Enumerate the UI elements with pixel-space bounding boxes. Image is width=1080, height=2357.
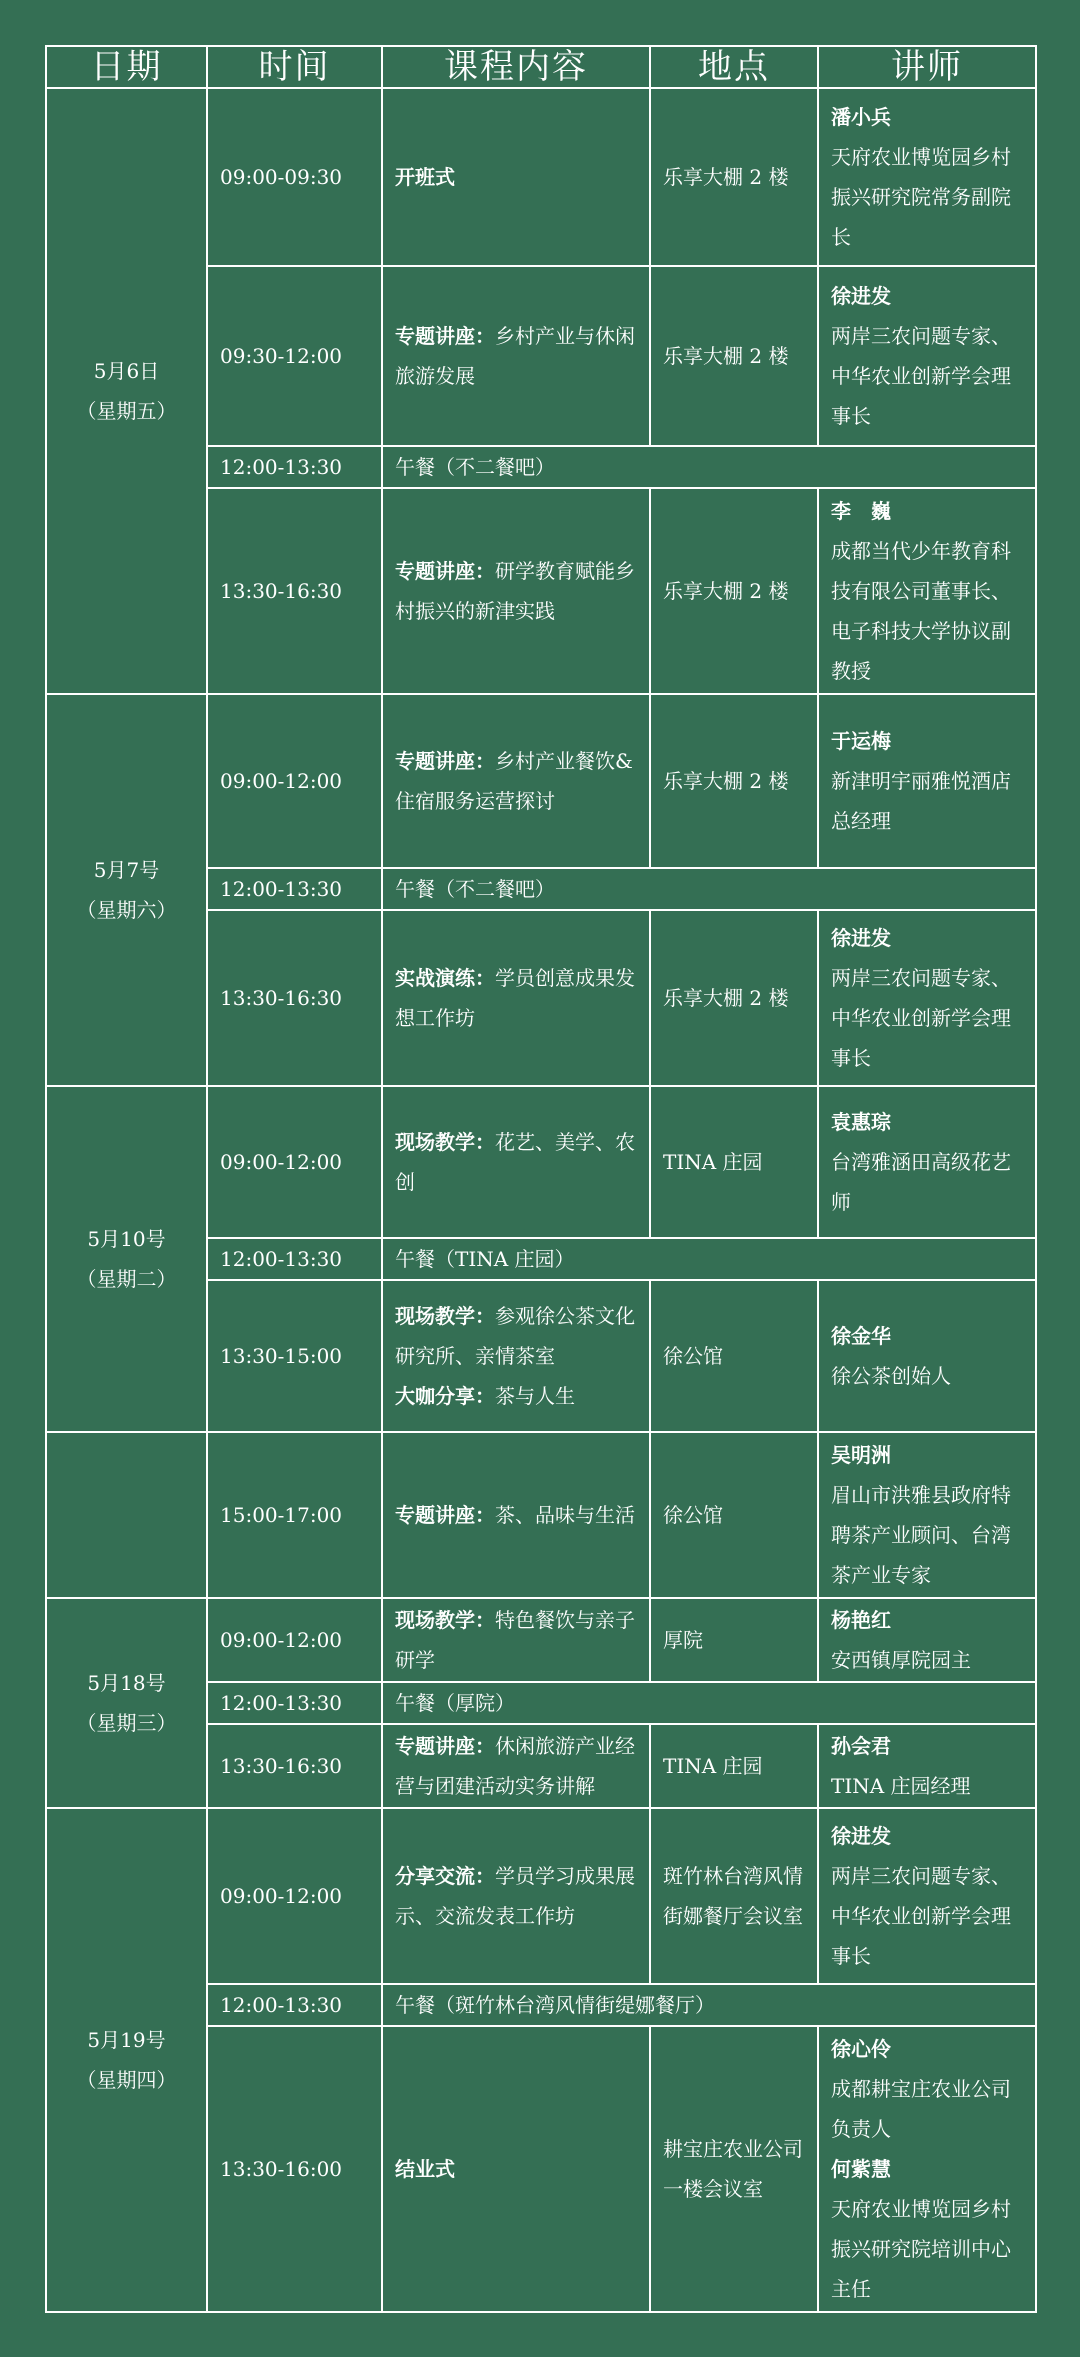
content-text: 参观徐公茶文化研究所、亲情茶室 (395, 1304, 635, 1368)
instructor-title: 新津明宇丽雅悦酒店总经理 (831, 769, 1011, 833)
instructor-name: 徐进发 (831, 284, 891, 308)
weekday-text: （星期六） (76, 898, 177, 922)
content-label: 实战演练： (395, 966, 495, 990)
header-time: 时间 (207, 46, 382, 88)
time-cell: 09:00-09:30 (207, 88, 382, 266)
content-line (395, 1726, 637, 1806)
table-row (46, 1086, 1036, 1238)
content-text: 午餐（厚院） (395, 1691, 515, 1715)
header-location: 地点 (650, 46, 818, 88)
time-cell: 13:30-16:30 (207, 1724, 382, 1808)
date-cell (46, 1808, 207, 2312)
content-text: 特色餐饮与亲子研学 (395, 1608, 635, 1672)
time-cell: 09:00-12:00 (207, 694, 382, 868)
instructor-name: 徐进发 (831, 1824, 891, 1848)
instructor-title: 两岸三农问题专家、中华农业创新学会理事长 (831, 1864, 1011, 1968)
content-text: 午餐（TINA 庄园） (395, 1247, 575, 1271)
time-cell: 13:30-16:30 (207, 910, 382, 1086)
instructor-name: 徐心伶 (831, 2037, 891, 2061)
date-cell (46, 1086, 207, 1432)
content-line (395, 1683, 1023, 1723)
schedule-body (46, 88, 1036, 2312)
content-line (395, 1600, 637, 1680)
content-label: 专题讲座： (395, 749, 495, 773)
instructor-name: 何紫慧 (831, 2157, 891, 2181)
header-row (46, 46, 1036, 88)
instructor-title: 徐公茶创始人 (831, 1364, 951, 1388)
content-line (395, 316, 637, 396)
content-cell (382, 88, 650, 266)
content-text: 午餐（不二餐吧） (395, 455, 555, 479)
instructor-title: 天府农业博览园乡村振兴研究院培训中心主任 (831, 2197, 1011, 2301)
location-cell: 耕宝庄农业公司一楼会议室 (650, 2026, 818, 2312)
time-cell: 09:30-12:00 (207, 266, 382, 446)
header-date: 日期 (46, 46, 207, 88)
date-cell (46, 1598, 207, 1808)
location-cell: 徐公馆 (650, 1280, 818, 1432)
content-cell (382, 2026, 650, 2312)
date-cell (46, 88, 207, 694)
location-cell: TINA 庄园 (650, 1724, 818, 1808)
date-text: 5月6日 (93, 359, 160, 383)
instructor-title: 安西镇厚院园主 (831, 1648, 971, 1672)
content-text: 午餐（斑竹林台湾风情街缇娜餐厅） (395, 1993, 715, 2017)
date-text: 5月10号 (87, 1227, 166, 1251)
content-label: 专题讲座： (395, 1503, 495, 1527)
location-cell: 乐享大棚 2 楼 (650, 910, 818, 1086)
content-cell (382, 1086, 650, 1238)
instructor-title: 两岸三农问题专家、中华农业创新学会理事长 (831, 324, 1011, 428)
instructor-cell (818, 488, 1036, 694)
content-text: 乡村产业餐饮&住宿服务运营探讨 (395, 749, 633, 813)
table-row (46, 88, 1036, 266)
content-cell (382, 694, 650, 868)
content-cell (382, 1432, 650, 1598)
location-cell: 乐享大棚 2 楼 (650, 488, 818, 694)
date-text: 5月7号 (93, 858, 160, 882)
weekday-text: （星期五） (76, 399, 177, 423)
content-line (395, 1985, 1023, 2025)
time-cell: 12:00-13:30 (207, 1984, 382, 2026)
content-cell (382, 1808, 650, 1984)
time-cell: 13:30-16:30 (207, 488, 382, 694)
instructor-title: 两岸三农问题专家、中华农业创新学会理事长 (831, 966, 1011, 1070)
content-label: 结业式 (395, 2157, 455, 2181)
content-text: 茶、品味与生活 (495, 1503, 635, 1527)
content-label: 现场教学： (395, 1608, 495, 1632)
content-cell (382, 488, 650, 694)
table-row (46, 694, 1036, 868)
instructor-name: 吴明洲 (831, 1443, 891, 1467)
instructor-name: 于运梅 (831, 729, 891, 753)
content-text: 学员学习成果展示、交流发表工作坊 (395, 1864, 635, 1928)
content-cell (382, 446, 1036, 488)
instructor-cell (818, 1432, 1036, 1598)
content-text: 研学教育赋能乡村振兴的新津实践 (395, 559, 635, 623)
instructor-title: 成都当代少年教育科技有限公司董事长、电子科技大学协议副教授 (831, 539, 1011, 683)
instructor-title: 眉山市洪雅县政府特聘茶产业顾问、台湾茶产业专家 (831, 1483, 1011, 1587)
instructor-name: 潘小兵 (831, 105, 891, 129)
location-cell: 斑竹林台湾风情街娜餐厅会议室 (650, 1808, 818, 1984)
instructor-cell (818, 1724, 1036, 1808)
instructor-cell (818, 910, 1036, 1086)
content-label: 专题讲座： (395, 324, 495, 348)
content-cell (382, 1724, 650, 1808)
location-cell: 乐享大棚 2 楼 (650, 266, 818, 446)
instructor-cell (818, 1598, 1036, 1682)
content-line (395, 551, 637, 631)
instructor-title: TINA 庄园经理 (831, 1774, 971, 1798)
instructor-cell (818, 1808, 1036, 1984)
content-cell (382, 910, 650, 1086)
content-line (395, 1239, 1023, 1279)
instructor-cell (818, 1086, 1036, 1238)
content-cell (382, 1682, 1036, 1724)
content-label: 专题讲座： (395, 559, 495, 583)
header-content: 课程内容 (382, 46, 650, 88)
content-cell (382, 1598, 650, 1682)
content-line (395, 958, 637, 1038)
content-cell (382, 1280, 650, 1432)
table-row (46, 1432, 1036, 1598)
time-cell: 12:00-13:30 (207, 1682, 382, 1724)
location-cell: 乐享大棚 2 楼 (650, 694, 818, 868)
content-label: 分享交流： (395, 1864, 495, 1888)
date-cell (46, 1432, 207, 1598)
date-text: 5月19号 (87, 2028, 166, 2052)
date-cell (46, 694, 207, 1086)
content-text: 茶与人生 (495, 1384, 575, 1408)
header-instructor: 讲师 (818, 46, 1036, 88)
instructor-cell (818, 88, 1036, 266)
instructor-cell (818, 694, 1036, 868)
content-text: 休闲旅游产业经营与团建活动实务讲解 (395, 1734, 635, 1798)
instructor-title: 成都耕宝庄农业公司负责人 (831, 2077, 1011, 2141)
time-cell: 09:00-12:00 (207, 1598, 382, 1682)
schedule-table (45, 45, 1037, 2313)
instructor-name: 孙会君 (831, 1734, 891, 1758)
content-label: 现场教学： (395, 1304, 495, 1328)
time-cell: 09:00-12:00 (207, 1086, 382, 1238)
content-label: 开班式 (395, 165, 455, 189)
instructor-name: 杨艳红 (831, 1608, 891, 1632)
content-label: 现场教学： (395, 1130, 495, 1154)
content-line (395, 1122, 637, 1202)
weekday-text: （星期四） (76, 2068, 177, 2092)
time-cell: 13:30-16:00 (207, 2026, 382, 2312)
time-cell: 12:00-13:30 (207, 446, 382, 488)
time-cell: 12:00-13:30 (207, 868, 382, 910)
table-row (46, 1808, 1036, 1984)
location-cell: 乐享大棚 2 楼 (650, 88, 818, 266)
time-cell: 09:00-12:00 (207, 1808, 382, 1984)
content-text: 学员创意成果发想工作坊 (395, 966, 635, 1030)
date-text: 5月18号 (87, 1671, 166, 1695)
content-line (395, 741, 637, 821)
time-cell: 12:00-13:30 (207, 1238, 382, 1280)
weekday-text: （星期三） (76, 1711, 177, 1735)
content-label: 专题讲座： (395, 1734, 495, 1758)
instructor-title: 天府农业博览园乡村振兴研究院常务副院长 (831, 145, 1011, 249)
content-label: 大咖分享： (395, 1384, 495, 1408)
content-cell (382, 868, 1036, 910)
content-line (395, 869, 1023, 909)
content-line (395, 447, 1023, 487)
location-cell: 厚院 (650, 1598, 818, 1682)
instructor-name: 李 巍 (831, 499, 891, 523)
content-line (395, 2149, 637, 2189)
weekday-text: （星期二） (76, 1267, 177, 1291)
content-line (395, 157, 637, 197)
content-line (395, 1856, 637, 1936)
instructor-name: 袁惠琮 (831, 1110, 891, 1134)
content-line (395, 1495, 637, 1535)
content-text: 午餐（不二餐吧） (395, 877, 555, 901)
content-cell (382, 266, 650, 446)
instructor-cell (818, 266, 1036, 446)
instructor-title: 台湾雅涵田高级花艺师 (831, 1150, 1011, 1214)
content-line (395, 1296, 637, 1376)
content-line (395, 1376, 637, 1416)
content-cell (382, 1984, 1036, 2026)
time-cell: 13:30-15:00 (207, 1280, 382, 1432)
content-text: 花艺、美学、农创 (395, 1130, 635, 1194)
instructor-cell (818, 1280, 1036, 1432)
location-cell: TINA 庄园 (650, 1086, 818, 1238)
instructor-cell (818, 2026, 1036, 2312)
instructor-name: 徐进发 (831, 926, 891, 950)
time-cell: 15:00-17:00 (207, 1432, 382, 1598)
location-cell: 徐公馆 (650, 1432, 818, 1598)
instructor-name: 徐金华 (831, 1324, 891, 1348)
content-text: 乡村产业与休闲旅游发展 (395, 324, 635, 388)
content-cell (382, 1238, 1036, 1280)
table-row (46, 1598, 1036, 1682)
